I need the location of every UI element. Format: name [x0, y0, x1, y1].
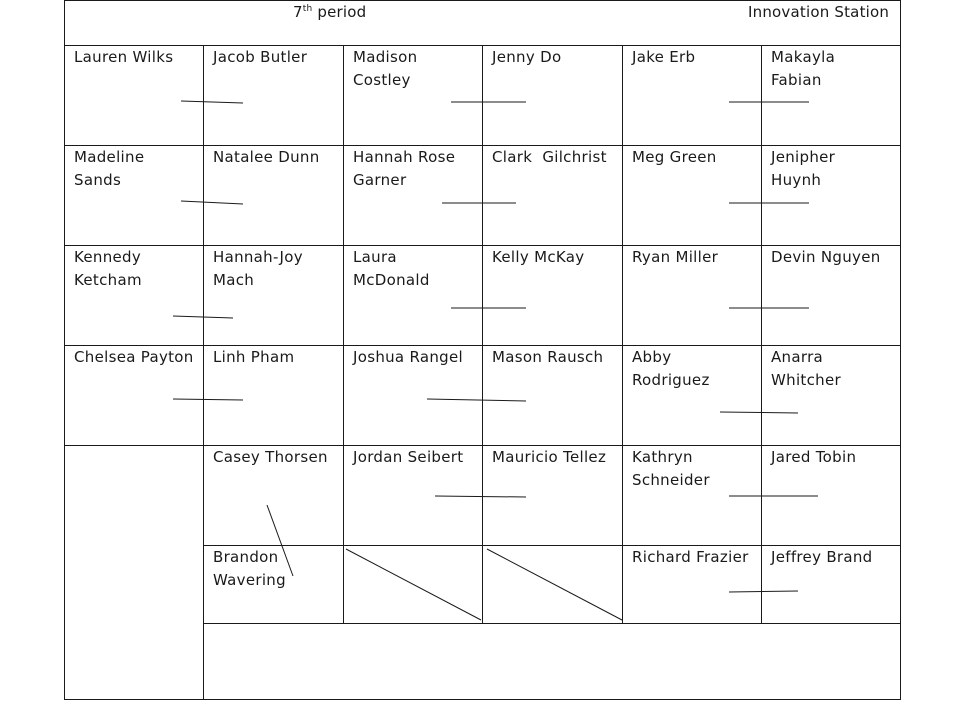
student-name: Linh Pham: [213, 348, 295, 366]
signature-line: [720, 412, 798, 413]
signature-line: [267, 505, 293, 576]
student-name: Madison Costley: [353, 48, 418, 89]
cross-out-line: [346, 549, 481, 620]
student-name: Jacob Butler: [213, 48, 308, 66]
student-name: Kennedy Ketcham: [74, 248, 142, 289]
period-word: period: [317, 3, 367, 21]
student-name: Clark Gilchrist: [492, 148, 607, 166]
signature-line: [427, 399, 526, 401]
student-name: Chelsea Payton: [74, 348, 194, 366]
signature-line: [729, 591, 798, 592]
signature-line: [181, 201, 243, 204]
student-name: Kathryn Schneider: [632, 448, 710, 489]
station-title: Innovation Station: [748, 3, 890, 21]
student-name: Mauricio Tellez: [492, 448, 607, 466]
student-name: Abby Rodriguez: [632, 348, 710, 389]
student-name: Jake Erb: [632, 48, 696, 66]
student-name: Mason Rausch: [492, 348, 604, 366]
student-name: Hannah-Joy Mach: [213, 248, 303, 289]
student-name: Jeffrey Brand: [771, 548, 873, 566]
period-number: 7: [293, 3, 303, 21]
student-name: Jenipher Huynh: [771, 148, 836, 189]
student-name: Meg Green: [632, 148, 717, 166]
student-name: Jordan Seibert: [353, 448, 464, 466]
student-name: Devin Nguyen: [771, 248, 881, 266]
student-name: Kelly McKay: [492, 248, 585, 266]
student-name: Lauren Wilks: [74, 48, 174, 66]
signature-line: [173, 316, 233, 318]
student-name: Natalee Dunn: [213, 148, 320, 166]
student-name: Makayla Fabian: [771, 48, 836, 89]
student-name: Brandon Wavering: [213, 548, 286, 589]
student-name: Madeline Sands: [74, 148, 145, 189]
student-name: Richard Frazier: [632, 548, 749, 566]
student-name: Laura McDonald: [353, 248, 430, 289]
signature-line: [181, 101, 243, 103]
signature-line: [173, 399, 243, 400]
student-name: Hannah Rose Garner: [353, 148, 456, 189]
period-suffix: th: [302, 4, 313, 14]
student-name: Ryan Miller: [632, 248, 719, 266]
cross-out-line: [487, 549, 622, 620]
student-name: Jared Tobin: [771, 448, 857, 466]
student-name: Joshua Rangel: [353, 348, 463, 366]
student-name: Anarra Whitcher: [771, 348, 841, 389]
student-name: Casey Thorsen: [213, 448, 328, 466]
signature-line: [435, 496, 526, 497]
student-name: Jenny Do: [492, 48, 562, 66]
